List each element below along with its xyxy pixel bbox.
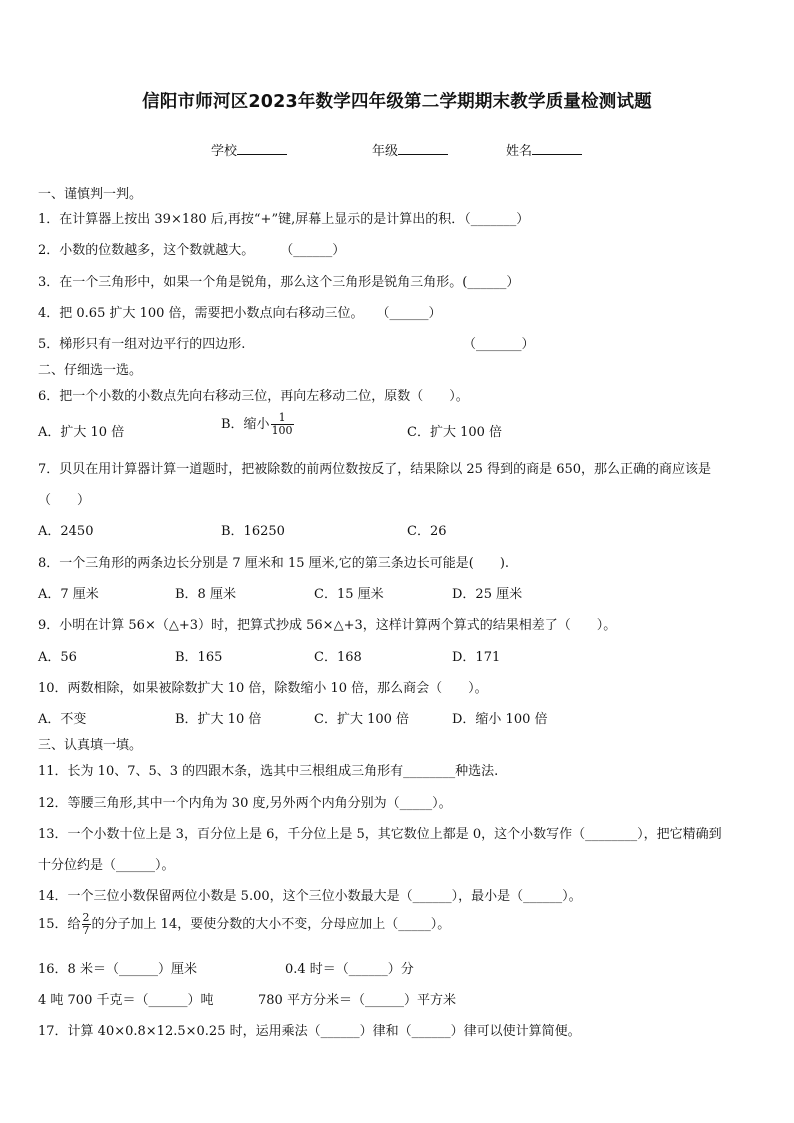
question-9: 9．小明在计算 56×（△+3）时，把算式抄成 56×△+3，这样计算两个算式的结果相差了（ ）。: [38, 618, 617, 633]
question-9-option-a: A．56: [38, 650, 77, 665]
grade-blank[interactable]: [398, 143, 448, 155]
question-10: 10．两数相除，如果被除数扩大 10 倍，除数缩小 10 倍，那么商会（ ）。: [38, 681, 488, 696]
school-label: 学校: [211, 144, 238, 159]
grade-field: [372, 140, 448, 159]
question-12: 12．等腰三角形,其中一个内角为 30 度,另外两个内角分别为（_____）。: [38, 796, 452, 811]
question-6-option-b: [221, 412, 295, 437]
question-8: 8．一个三角形的两条边长分别是 7 厘米和 15 厘米,它的第三条边长可能是( ).: [38, 556, 510, 571]
question-10-option-c: C．扩大 100 倍: [314, 712, 410, 727]
question-3: 3．在一个三角形中，如果一个角是锐角，那么这个三角形是锐角三角形。(______）: [38, 275, 520, 290]
question-10-option-b: B．扩大 10 倍: [175, 712, 262, 727]
question-1: 1．在计算器上按出 39×180 后,再按“+”键,屏幕上显示的是计算出的积．（_______）: [38, 212, 530, 227]
question-17: 17．计算 40×0.8×12.5×0.25 时，运用乘法（______）律和（______）律可以使计算简便。: [38, 1024, 581, 1039]
question-16-part-d: 780 平方分米＝（______）平方米: [258, 993, 456, 1008]
question-14: 14．一个三位小数保留两位小数是 5.00，这个三位小数最大是（______），最小是（______）。: [38, 889, 582, 904]
school-field: [211, 140, 287, 159]
section-heading-3: 三、认真填一填。: [38, 738, 143, 753]
section-heading-1: 一、谨慎判一判。: [38, 187, 143, 202]
question-5-blank: （_______）: [463, 337, 535, 352]
question-7-option-c: C．26: [407, 524, 447, 539]
question-6-option-a: A．扩大 10 倍: [38, 425, 125, 440]
question-7: 7．贝贝在用计算器计算一道题时，把被除数的前两位数按反了，结果除以 25 得到的商是 650，那么正确的商应该是: [38, 462, 712, 477]
fraction-two-sevenths: $\frac{2}{7}$: [82, 911, 90, 937]
page-title: 信阳市师河区2023年数学四年级第二学期期末教学质量检测试题: [142, 92, 652, 112]
question-7-option-b: B．16250: [221, 524, 285, 539]
name-label: 姓名: [506, 144, 533, 159]
question-8-option-a: A．7 厘米: [38, 587, 99, 602]
question-8-option-b: B．8 厘米: [175, 587, 236, 602]
question-15: 15．给 $\frac{2}{7}$ 的分子加上 14，要使分数的大小不变，分母应加上（_____）。: [38, 911, 451, 937]
question-9-option-d: D．171: [452, 650, 501, 665]
question-8-option-c: C．15 厘米: [314, 587, 384, 602]
question-11: 11．长为 10、7、5、3 的四跟木条，选其中三根组成三角形有________种选法.: [38, 764, 499, 779]
question-2: 2．小数的位数越多，这个数就越大。 （______）: [38, 243, 346, 258]
question-16-part-c: 4 吨 700 千克＝（______）吨: [38, 993, 214, 1008]
question-4: 4．把 0.65 扩大 100 倍，需要把小数点向右移动三位。 （______）: [38, 306, 442, 321]
question-6: 6．把一个小数的小数点先向右移动三位，再向左移动二位，原数（ ）。: [38, 389, 469, 404]
question-7-continued: （ ）: [38, 493, 91, 508]
question-13: 13．一个小数十位上是 3，百分位上是 6，千分位上是 5，其它数位上都是 0，这个小数写作（________），把它精确到: [38, 827, 722, 842]
school-blank[interactable]: [237, 143, 287, 155]
question-6-option-c: C．扩大 100 倍: [407, 425, 503, 440]
question-5: 5．梯形只有一组对边平行的四边形.: [38, 337, 246, 352]
question-13-continued: 十分位约是（______）。: [38, 858, 175, 873]
option-b-label: B．缩小: [221, 417, 270, 432]
name-blank[interactable]: [532, 143, 582, 155]
question-9-option-b: B．165: [175, 650, 223, 665]
question-10-option-d: D．缩小 100 倍: [452, 712, 548, 727]
question-7-option-a: A．2450: [38, 524, 94, 539]
fraction-one-hundredth: $\frac{1}{100}$: [271, 411, 293, 437]
name-field: [506, 140, 582, 159]
question-10-option-a: A．不变: [38, 712, 87, 727]
question-8-option-d: D．25 厘米: [452, 587, 523, 602]
grade-label: 年级: [372, 144, 399, 159]
question-16-part-a: 16．8 米＝（______）厘米: [38, 962, 197, 977]
section-heading-2: 二、仔细选一选。: [38, 363, 143, 378]
question-9-option-c: C．168: [314, 650, 362, 665]
question-16-part-b: 0.4 时＝（______）分: [285, 962, 414, 977]
